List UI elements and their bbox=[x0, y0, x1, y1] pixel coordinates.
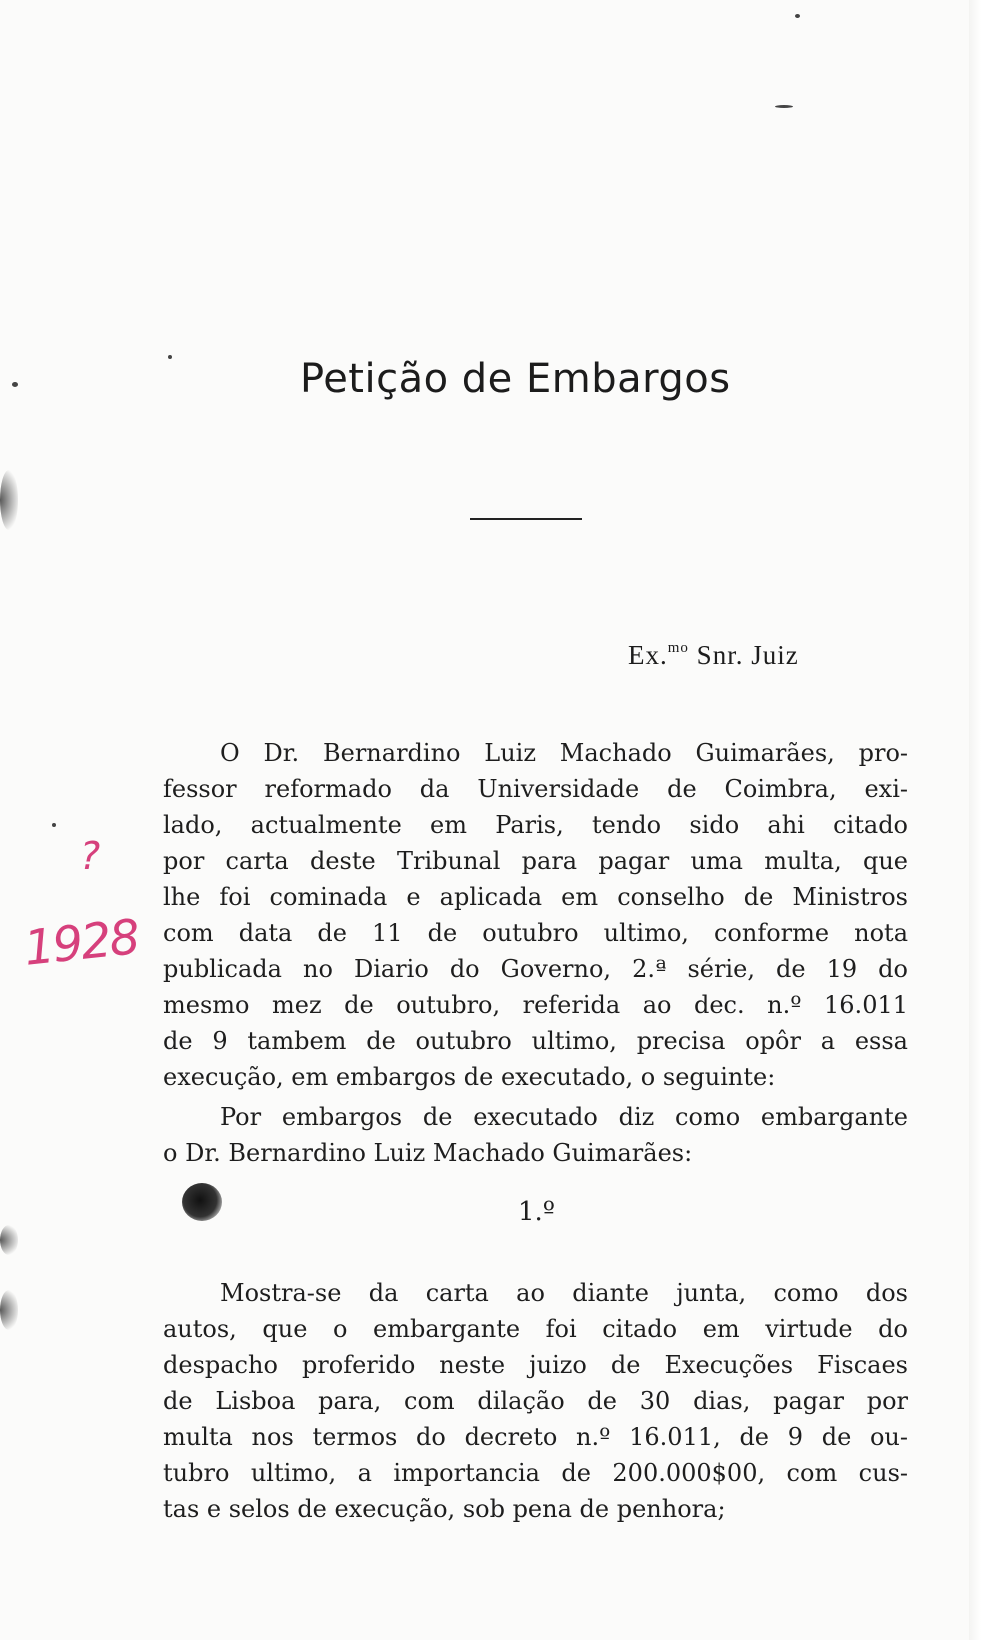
text-line: de 9 tambem de outubro ultimo, precisa opôr a essa bbox=[163, 1027, 908, 1055]
text-line: mesmo mez de outubro, referida ao dec. n.º 16.011 bbox=[163, 991, 908, 1019]
scan-speck bbox=[168, 355, 172, 359]
article-number: 1.º bbox=[518, 1197, 556, 1227]
text-line: de Lisboa para, com dilação de 30 dias, pagar por bbox=[163, 1387, 908, 1415]
text-line: Mostra-se da carta ao diante junta, como dos bbox=[220, 1279, 908, 1307]
text-line: tas e selos de execução, sob pena de penhora; bbox=[163, 1495, 726, 1523]
scan-smudge bbox=[0, 1225, 18, 1255]
paragraph-3 bbox=[163, 1275, 908, 1527]
handwritten-year: 1928 bbox=[21, 909, 141, 977]
paragraph-2 bbox=[163, 1099, 908, 1171]
text-line: por carta deste Tribunal para pagar uma multa, que bbox=[163, 847, 908, 875]
document-title: Petição de Embargos bbox=[300, 356, 731, 402]
text-line: Por embargos de executado diz como embargante bbox=[220, 1103, 908, 1131]
ink-blot bbox=[182, 1183, 222, 1221]
handwritten-question-mark: ? bbox=[80, 834, 101, 878]
text-line: com data de 11 de outubro ultimo, conforme nota bbox=[163, 919, 908, 947]
text-line: publicada no Diario do Governo, 2.ª série, de 19 do bbox=[163, 955, 908, 983]
salutation-superscript: mo bbox=[667, 640, 689, 656]
scan-speck bbox=[52, 823, 56, 827]
text-line: autos, que o embargante foi citado em virtude do bbox=[163, 1315, 908, 1343]
scan-smudge bbox=[0, 470, 18, 530]
text-line: fessor reformado da Universidade de Coimbra, exi- bbox=[163, 775, 908, 803]
salutation bbox=[628, 640, 799, 671]
salutation-prefix: Ex. bbox=[628, 640, 668, 670]
text-line: despacho proferido neste juizo de Execuções Fiscaes bbox=[163, 1351, 908, 1379]
text-line: execução, em embargos de executado, o seguinte: bbox=[163, 1063, 776, 1091]
paragraph-1 bbox=[163, 735, 908, 1095]
title-divider bbox=[470, 518, 582, 520]
scan-smudge bbox=[0, 1290, 18, 1330]
text-line: lado, actualmente em Paris, tendo sido ahi citado bbox=[163, 811, 908, 839]
text-line: multa nos termos do decreto n.º 16.011, de 9 de ou- bbox=[163, 1423, 908, 1451]
scan-speck bbox=[795, 14, 800, 18]
text-line: tubro ultimo, a importancia de 200.000$00, com cus- bbox=[163, 1459, 908, 1487]
salutation-rest: Snr. Juiz bbox=[688, 640, 799, 670]
text-line: lhe foi cominada e aplicada em conselho de Ministros bbox=[163, 883, 908, 911]
scan-speck bbox=[12, 382, 18, 387]
scan-speck bbox=[775, 105, 793, 108]
page-edge-shadow bbox=[969, 0, 981, 1640]
text-line: o Dr. Bernardino Luiz Machado Guimarães: bbox=[163, 1139, 693, 1167]
text-line: O Dr. Bernardino Luiz Machado Guimarães, pro- bbox=[220, 739, 908, 767]
